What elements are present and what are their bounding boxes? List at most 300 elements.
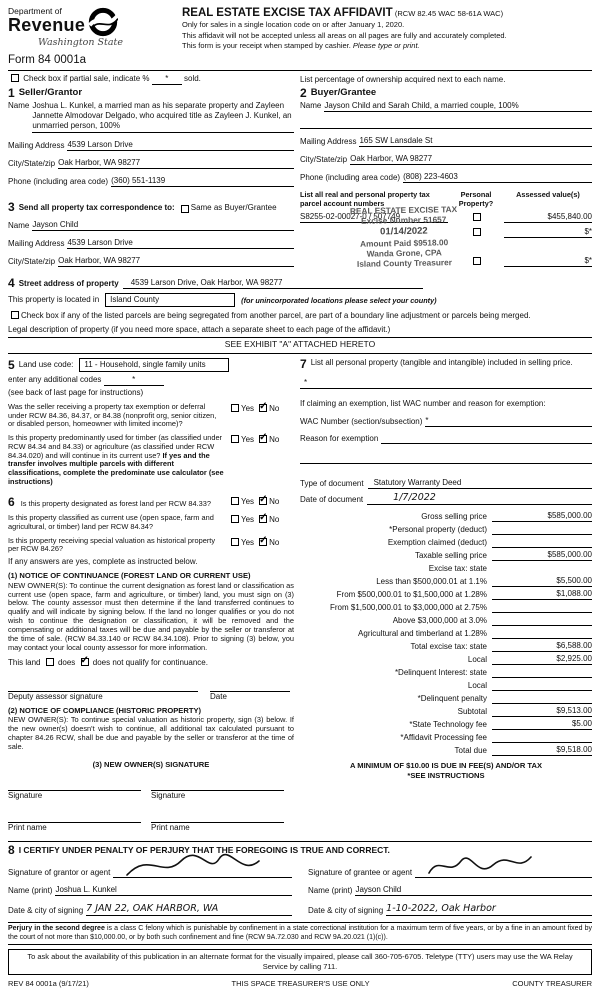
personal-property-field[interactable]: * [300,378,592,389]
section-7-intro-row [300,358,592,370]
same-as-buyer-label: Same as Buyer/Grantee [190,203,277,213]
minimum-note-line1: A MINIMUM OF $10.00 IS DUE IN FEE(S) AND/OR TAX [349,760,543,770]
corr-name-row [8,220,294,231]
question-timber-text-a: Is this property predominantly used for timber (as classified under RCW 84.34 and 84.33) or agriculture (as classified under RCW 84.34.020) and will continue in its current use? [8,433,223,460]
tax-value-field[interactable] [492,616,592,626]
tax-label: Taxable selling price [414,550,487,560]
land-use-label: Land use code: [18,359,74,369]
buyer-city-field[interactable]: Oak Harbor, WA 98277 [350,154,592,165]
tax-row [300,548,592,561]
question-exemption-answers [228,403,294,429]
does-qualify-checkbox[interactable] [46,658,54,666]
form-title-ref: (RCW 82.45 WAC 58-61A WAC) [394,9,504,18]
stamp-line: Excise Number 51657 [360,214,447,227]
assessed-value-field[interactable]: $455,840.00 [504,212,592,223]
yes-label: Yes [241,403,255,413]
tax-row [300,522,592,535]
section-1-number: 1 [8,86,15,101]
grantee-date-label: Date & city of signing [308,905,384,915]
new-owner-print-field[interactable] [8,813,141,823]
perjury-lead: Perjury in the second degree [8,924,105,932]
header [8,6,592,71]
tax-value-field[interactable] [492,525,592,535]
street-address-field[interactable]: 4539 Larson Drive, Oak Harbor, WA 98277 [123,278,423,289]
grantor-name-label: Name (print) [8,886,53,896]
seller-name-field[interactable]: Joshua L. Kunkel, a married man as his separate property and Zayleen Jannette Almodovar Delgado, who acquired title as Zayleen J. Kunkel, an unmarried person, 100% [32,101,294,133]
question-timber-answers [228,434,294,486]
seller-city-row [8,158,294,169]
dept-name [8,6,85,36]
current-use-no-checkbox[interactable] [259,515,267,523]
assessed-value-col-header: Assessed value(s) [516,190,580,200]
new-owner-signature-1 [8,781,141,801]
section-1-heading [8,87,294,99]
right-column-mid [300,358,592,833]
seller-name-row [8,101,294,133]
agency-block [8,6,180,67]
same-as-buyer-checkbox[interactable] [181,205,189,213]
no-label: No [269,537,280,547]
grantee-date-row [308,903,592,916]
question-timber-text [8,434,228,486]
tax-label: Less than $500,000.01 at 1.1% [376,576,487,586]
tax-label: Total due [454,745,487,755]
question-forest-text [8,496,228,509]
historic-yes-checkbox[interactable] [231,538,239,546]
section-4-number: 4 [8,276,15,291]
parcel-row [300,208,592,223]
buyer-blank-row [300,119,592,129]
question-historic-answers [228,537,294,554]
section-6-number: 6 [8,495,15,510]
buyer-city-label: City/State/zip [300,155,348,165]
new-owner-print-1 [8,813,141,833]
stamp-line: Wanda Grone, CPA [366,247,442,259]
wac-number-field[interactable]: * [425,416,592,427]
grantee-signature-field[interactable] [415,858,592,878]
no-label: No [269,515,280,525]
question-forest [8,496,294,509]
question-forest-answers [228,496,294,509]
new-owner-print-field[interactable] [151,813,284,823]
tax-row [300,691,592,704]
grantor-name-row [8,885,292,896]
deputy-date-label: Date [210,691,227,701]
legal-description-label: Legal description of property (if you need more space, attach a separate sheet to each page of the affidavit.) [8,325,391,335]
grantor-block [8,858,292,916]
tax-value-field[interactable] [492,668,592,678]
corr-city-label: City/State/zip [8,257,56,267]
tax-label: *State Technology fee [409,719,487,729]
tax-row [300,600,592,613]
tax-value-field[interactable]: $9,518.00 [492,745,592,756]
section-2-number: 2 [300,86,307,101]
tax-row [300,613,592,626]
section-3-number: 3 [8,200,15,215]
partial-sale-label: Check box if partial sale, indicate % [23,74,150,84]
print-name-label: Print name [8,823,47,833]
segregated-label: Check box if any of the listed parcels are being segregated from another parcel, are part of a boundary line adjustment or parcels being merged. [21,311,531,321]
seller-name-label: Name [8,101,30,111]
question-current-use-text: Is this property classified as current use (open space, farm and agricultural, or timber) land per RCW 84.34? [8,513,214,531]
treasurer-space-label: THIS SPACE TREASURER'S USE ONLY [231,978,370,988]
buyer-mailing-field[interactable]: 165 SW Lansdale St [359,136,592,147]
segregated-checkbox[interactable] [11,311,19,319]
form-number: Form 84 0001a [8,53,86,66]
dept-line2: Revenue [8,14,86,35]
new-owner-signature-field[interactable] [151,781,284,791]
personal-property-checkbox[interactable] [473,213,481,221]
tax-value-field[interactable] [492,538,592,548]
tax-table [300,509,592,756]
buyer-name-field[interactable]: Jayson Child and Sarah Child, a married couple, 100% [324,101,592,112]
left-column-mid [8,358,300,833]
no-label: No [269,435,280,445]
seller-mailing-field[interactable]: 4539 Larson Drive [67,140,294,151]
dept-line1: Department of [8,6,62,16]
buyer-city-row [300,154,592,165]
wac-row [300,416,592,427]
corr-name-label: Name [8,221,30,231]
grantor-date-field[interactable]: 7 JAN 22, OAK HARBOR, WA [86,903,292,916]
buyer-name-row [300,101,592,112]
tax-value-field[interactable]: $6,588.00 [492,641,592,652]
timber-no-checkbox[interactable] [259,435,267,443]
grantee-name-field[interactable]: Jayson Child [355,885,592,896]
notice-3-title: (3) NEW OWNER(S) SIGNATURE [92,759,210,769]
yes-label: Yes [241,435,255,445]
question-current-use-answers [228,514,294,531]
does-not-label: does not qualify for continuance. [92,657,208,667]
grantee-sig-label: Signature of grantee or agent [308,868,413,878]
middle-area [8,358,592,833]
additional-codes-field[interactable]: * [104,375,164,386]
doc-type-field[interactable]: Statutory Warranty Deed [368,478,592,489]
doc-type-row [300,478,592,489]
header-note-3-italic: Please type or print. [352,40,420,50]
located-in-label: This property is located in [8,295,100,305]
parcel-checkbox-cell [448,213,504,223]
alt-format-notice: To ask about the availability of this publication in an alternate format for the visually impaired, please call 360-705-6705. Teletype (TTY) users may use the WA Relay Service by calling 711. [8,949,592,975]
parcel-number-field[interactable]: S8255-02-00027-0 / 507749 [300,212,448,223]
grantee-name-row [308,885,592,896]
tax-value-field[interactable]: $9,513.00 [492,706,592,717]
additional-codes-row [8,375,294,386]
grantor-sig-row [8,858,292,878]
question-historic-text: Is this property receiving special valuation as historical property per RCW 84.26? [8,535,216,554]
corr-mailing-row [8,238,294,249]
section-7-number: 7 [300,356,307,371]
no-label: No [269,403,280,413]
section-3-heading [8,201,294,213]
timber-yes-checkbox[interactable] [231,435,239,443]
form-title: REAL ESTATE EXCISE TAX AFFIDAVIT [182,7,393,19]
title-block [180,6,592,67]
grantor-signature-field[interactable] [113,858,292,878]
partial-sale-suffix: sold. [184,74,201,84]
rev-number: REV 84 0001a (9/17/21) [8,978,89,988]
new-owner-print-row [8,813,294,833]
buyer-phone-row [300,172,592,183]
header-note-3 [182,41,592,51]
parcel-table [300,191,592,267]
street-address-label: Street address of property [18,279,119,289]
seller-mailing-row [8,140,294,151]
yes-label: Yes [241,515,255,525]
tax-label: Local [467,654,487,664]
parcel-checkbox-cell [448,257,504,267]
tax-value-field[interactable] [492,694,592,704]
question-current-use [8,514,294,531]
stamp-line: Amount Paid $9518.00 [359,237,449,249]
parcel-row [300,252,592,267]
question-exemption [8,403,294,429]
section-5-number: 5 [8,357,15,372]
tax-label: *Personal property (deduct) [389,524,487,534]
historic-no-checkbox[interactable] [259,538,267,546]
buyer-phone-label: Phone (including area code) [300,173,401,183]
section-8-number: 8 [8,843,15,858]
tax-row [300,652,592,665]
grantee-name-label: Name (print) [308,886,353,896]
signature-blocks [8,858,592,916]
perjury-body: is a class C felony which is punishable by confinement in a state correctional institution for a maximum term of five years, or by a fine in an amount fixed by the court of not more than $10,000.00, or by both such confinement and fine (RCW 9A.72.030 and RCW 9A.20.021 (1)(c)). [8,924,592,941]
buyer-name-label: Name [300,101,322,111]
question-timber [8,434,294,486]
stamp-date: 01/14/2022 [380,225,428,238]
print-name-label: Print name [151,823,190,833]
partial-sale-row [8,74,592,85]
tax-row [300,587,592,600]
no-label: No [269,497,280,507]
new-owner-signature-row [8,781,294,801]
tax-value-field[interactable] [492,629,592,639]
header-note-3-text: This form is your receipt when stamped by cashier. [182,40,351,50]
tax-row [300,639,592,652]
tax-row [300,665,592,678]
grantee-sig-row [308,858,592,878]
question-exemption-text: Was the seller receiving a property tax exemption or deferral under RCW 84.36, 84.37, or 84.38 (nonprofit org, senior citizen, or disabled person, homeowner with limited income)? [8,401,217,429]
partial-sale-percent-field[interactable]: * [152,74,182,85]
tax-value-field[interactable]: $5.00 [492,719,592,730]
tax-value-field[interactable] [492,681,592,691]
tax-row [300,678,592,691]
tax-value-field[interactable]: $585,000.00 [492,550,592,561]
does-not-qualify-checkbox[interactable] [81,658,89,666]
doc-date-row [300,492,592,505]
tax-value-field[interactable] [492,733,592,743]
tax-label: Gross selling price [421,511,487,521]
reason-field-2[interactable] [300,454,592,464]
corr-city-row [8,256,294,267]
exemption-yes-checkbox[interactable] [231,404,239,412]
grantee-signature [425,853,535,879]
deputy-signature-field[interactable] [8,682,198,692]
section-2-title: Buyer/Grantee [310,87,377,99]
tax-row [300,730,592,743]
tax-row [300,535,592,548]
land-use-code-field[interactable]: 11 - Household, single family units [79,358,229,372]
seller-city-label: City/State/zip [8,159,56,169]
tax-row [300,626,592,639]
forest-no-checkbox[interactable] [259,497,267,505]
located-in-row [8,293,592,307]
tax-value-field[interactable]: $585,000.00 [492,511,592,522]
if-yes-note: If any answers are yes, complete as instructed below. [8,557,198,567]
minimum-note [300,761,592,781]
new-owner-signature-field[interactable] [8,781,141,791]
assessed-value-field[interactable]: $* [504,256,592,267]
deputy-date-field[interactable] [210,682,290,692]
tax-label: Local [467,680,487,690]
ownership-note: List percentage of ownership acquired next to each name. [300,75,506,85]
buyer-mailing-label: Mailing Address [300,137,357,147]
section-7-intro: List all personal property (tangible and intangible) included in selling price. [310,357,573,367]
deputy-label-row [8,692,294,702]
exemption-no-checkbox[interactable] [259,404,267,412]
yes-label: Yes [241,537,255,547]
reason-label: Reason for exemption [300,433,379,443]
signature-label: Signature [151,791,186,801]
reason-row [300,434,592,444]
stamp-line: REAL ESTATE EXCISE TAX [349,204,458,217]
header-note-1: Only for sales in a single location code on or after January 1, 2020. [182,20,405,30]
state-name: Washington State [38,37,123,48]
buyer-mailing-row [300,136,592,147]
seller-city-field[interactable]: Oak Harbor, WA 98277 [58,158,294,169]
question-forest-label: Is this property designated as forest land per RCW 84.33? [20,499,211,509]
grantor-sig-label: Signature of grantor or agent [8,868,111,878]
tax-row [300,561,592,574]
right-column-top [300,86,592,270]
buyer-phone-field[interactable]: (808) 223-4603 [403,172,592,183]
parcel-table-header [300,191,592,208]
parcel-row [300,223,592,238]
corr-city-field[interactable]: Oak Harbor, WA 98277 [58,256,294,267]
seller-phone-field[interactable]: (360) 551-1139 [111,176,294,187]
revenue-logo-icon [88,7,118,37]
deputy-signature-label: Deputy assessor signature [8,691,103,701]
wac-label: WAC Number (section/subsection) [300,416,423,426]
question-timber-text-b: If yes and the transfer involves multiple parcels with different classifications, complete the predominate use calculator (see instructions) [8,450,224,486]
current-use-yes-checkbox[interactable] [231,515,239,523]
land-use-row [8,358,294,372]
personal-property-col-header: Personal Property? [458,190,494,208]
tax-label: From $1,500,000.01 to $3,000,000 at 2.75% [329,602,487,612]
parcel-checkbox-cell [448,228,504,238]
county-note: (for unincorporated locations please select your county) [241,295,437,305]
continuance-row [8,658,294,668]
street-address-row [8,277,592,289]
doc-date-field[interactable]: 1/7/2022 [367,492,592,505]
this-land-label: This land [8,657,41,667]
question-historic [8,537,294,554]
corr-mailing-field[interactable]: 4539 Larson Drive [67,238,294,249]
tax-label: Exemption claimed (deduct) [387,537,487,547]
additional-codes-label: enter any additional codes [8,374,102,384]
reason-field[interactable] [381,434,592,444]
notice-1-title: (1) NOTICE OF CONTINUANCE (FOREST LAND OR CURRENT USE) [8,571,251,581]
stamp-line: Island County Treasurer [356,257,453,270]
corr-name-field[interactable]: Jayson Child [32,220,294,231]
county-treasurer-label: COUNTY TREASURER [512,978,592,988]
tax-row [300,574,592,587]
exemption-intro: If claiming an exemption, list WAC number and reason for exemption: [300,398,546,408]
signature-label: Signature [8,791,43,801]
tax-label: Excise tax: state [428,563,487,573]
personal-property-checkbox[interactable] [473,257,481,265]
section-2-heading [300,87,592,99]
does-label: does [57,657,76,667]
section-1-title: Seller/Grantor [18,87,83,99]
perjury-notice [8,922,592,946]
tax-value-field[interactable]: $1,088.00 [492,589,592,600]
grantee-block [308,858,592,916]
doc-type-label: Type of document [300,478,364,488]
grantor-name-field[interactable]: Joshua L. Kunkel [55,885,292,896]
section-8 [8,841,592,916]
tax-value-field[interactable]: $2,925.00 [492,654,592,665]
seller-phone-label: Phone (including area code) [8,177,109,187]
legal-description-value: SEE EXHIBIT "A" ATTACHED HERETO [224,339,376,350]
tax-label: *Delinquent penalty [417,693,487,703]
corr-mailing-label: Mailing Address [8,239,65,249]
yes-label: Yes [241,497,255,507]
seller-phone-row [8,176,294,187]
deputy-sign-row [8,682,294,692]
new-owner-signature-2 [151,781,284,801]
forest-yes-checkbox[interactable] [231,497,239,505]
tax-label: *Delinquent Interest: state [394,667,487,677]
parties-area [8,86,592,270]
doc-date-label: Date of document [300,494,364,504]
tax-row [300,717,592,730]
grantor-signature [123,853,263,879]
tax-value-field[interactable] [492,603,592,613]
tax-label: Total excise tax: state [410,641,487,651]
tax-row [300,743,592,756]
partial-sale-left [8,74,300,85]
partial-sale-checkbox[interactable] [11,74,19,82]
seller-mailing-label: Mailing Address [8,141,65,151]
section-3-label: Send all property tax correspondence to: [18,203,175,213]
tax-value-field[interactable]: $5,500.00 [492,576,592,587]
tax-label: Subtotal [457,706,487,716]
tax-label: Agricultural and timberland at 1.28% [358,628,487,638]
section-4 [8,277,592,354]
certify-statement: I CERTIFY UNDER PENALTY OF PERJURY THAT THE FOREGOING IS TRUE AND CORRECT. [18,845,390,856]
grantor-date-label: Date & city of signing [8,905,84,915]
header-note-2: This affidavit will not be accepted unless all areas on all pages are fully and accurately completed. [182,30,507,40]
buyer-blank-field[interactable] [300,119,592,129]
tax-label: *Affidavit Processing fee [400,732,487,742]
notice-2-body: NEW OWNER(S): To continue special valuation as historic property, sign (3) below. If the new owner(s) doesn't wish to continue, all additional tax calculated pursuant to chapter 84.26 RCW, shall be due and payable by the seller or transferor at the time of sale. [8,715,294,751]
new-owner-print-2 [151,813,284,833]
tax-label: From $500,000.01 to $1,500,000 at 1.28% [336,589,487,599]
assessed-value-field[interactable]: $* [504,227,592,238]
county-select[interactable]: Island County [105,293,235,307]
land-use-instructions: (see back of last page for instructions) [8,387,144,397]
notice-2-title: (2) NOTICE OF COMPLIANCE (HISTORIC PROPERTY) [8,705,202,715]
parcel-col-header: List all real and personal property tax parcel account numbers [300,190,430,208]
personal-property-checkbox[interactable] [473,228,481,236]
segregated-row [8,311,592,321]
grantee-date-field[interactable]: 1-10-2022, Oak Harbor [386,903,592,916]
notice-1-body: NEW OWNER(S): To continue the current designation as forest land or classification as current use (open space, farm and agriculture, or timber) land, you must sign on (3) below. The county assessor must then determine if the land transferred continues to qualify and will indicate by signing below. If the land no longer qualifies or you do not wish to continue the designation or classification, it will be removed and the compensating or additional taxes will be due and payable by the seller or transferor at the time of sale. (RCW 84.33.140 or RCW 84.34.108). Prior to signing (3) below, you may contact your local county assessor for more information. [8,580,294,652]
see-instructions: *SEE INSTRUCTIONS [407,770,485,780]
tax-row [300,704,592,717]
page-footer [8,979,592,988]
